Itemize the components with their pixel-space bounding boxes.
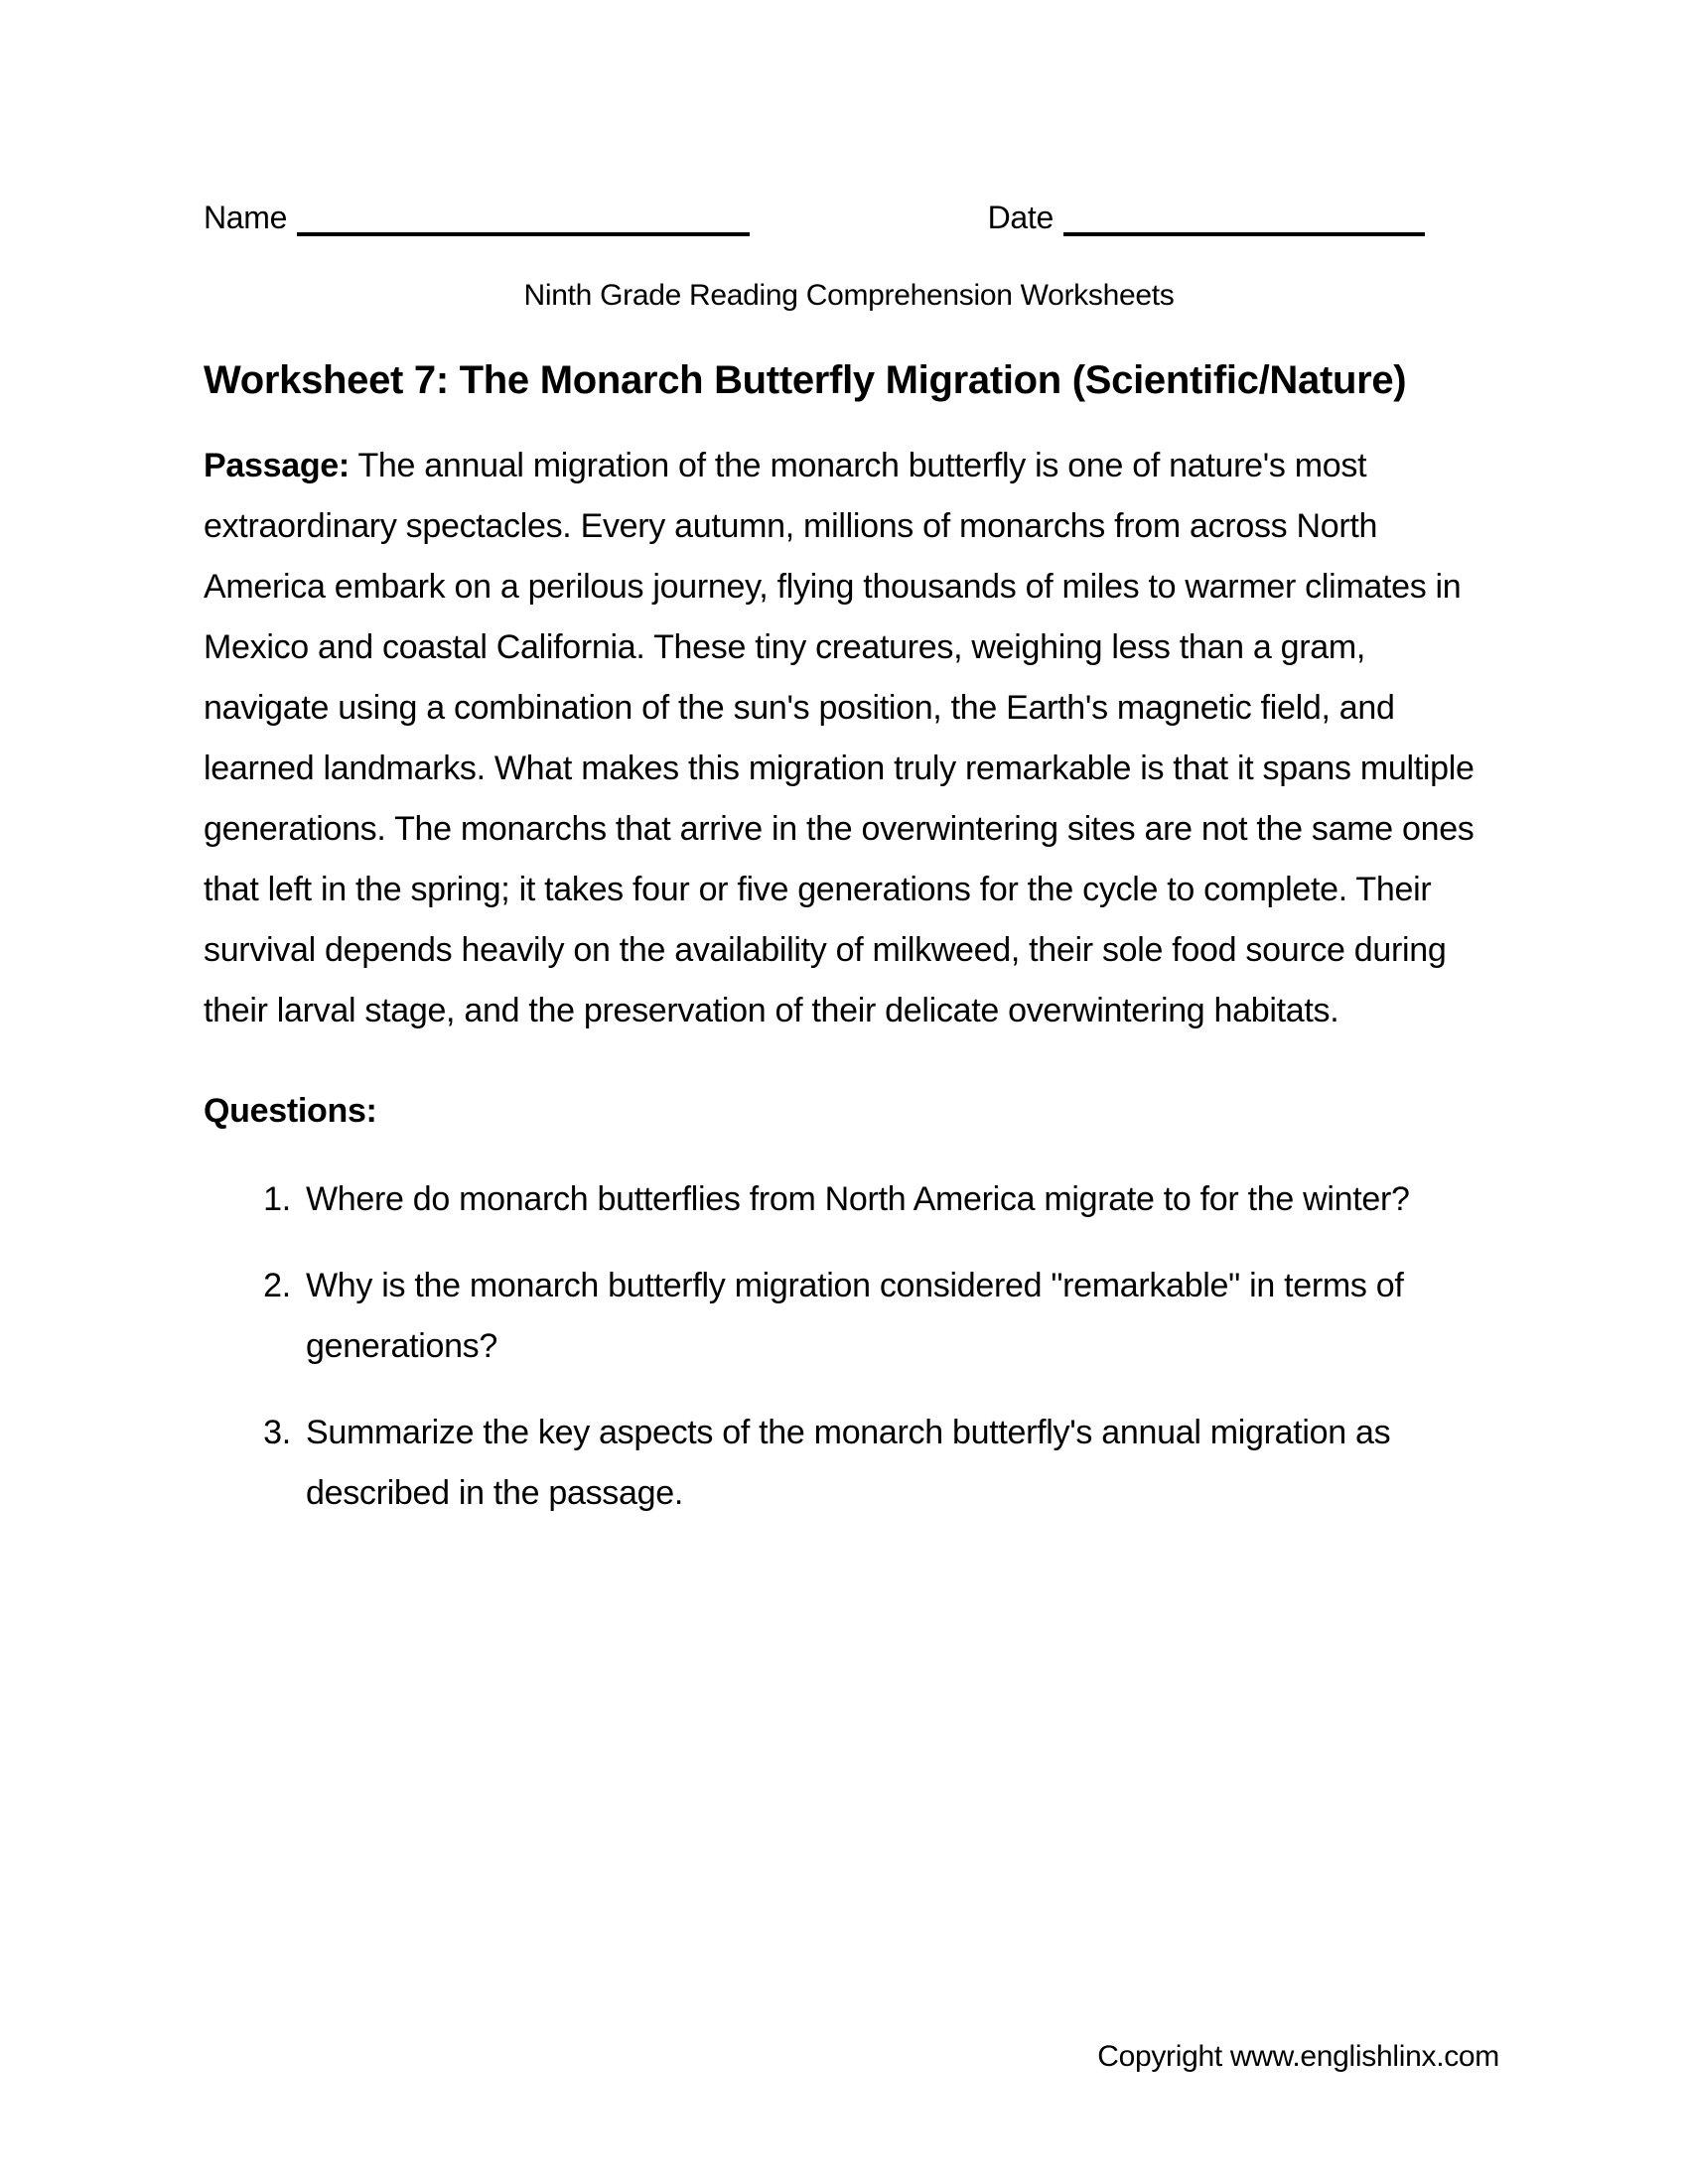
passage-label: Passage: bbox=[204, 447, 350, 484]
passage-text: The annual migration of the monarch butterfly is one of nature's most extraordinary spectacles. Every autumn, millions of monarchs from across North America embark on a perilous journey, flying thousands of miles to warmer climates in Mexico and coastal California. These tiny creatures, weighing less than a gram, navigate using a combination of the sun's position, the Earth's magnetic field, and learned landmarks. What makes this migration truly remarkable is that it spans multiple generations. The monarchs that arrive in the overwintering sites are not the same ones that left in the spring; it takes four or five generations for the cycle to complete. Their survival depends heavily on the availability of milkweed, their sole food source during their larval stage, and the preservation of their delicate overwintering habitats. bbox=[204, 447, 1475, 1029]
question-item-1: 1. Where do monarch butterflies from North America migrate to for the winter? bbox=[300, 1169, 1494, 1230]
name-label: Name bbox=[204, 200, 288, 235]
worksheet-series-subtitle: Ninth Grade Reading Comprehension Worksheets bbox=[523, 279, 1175, 312]
questions-heading: Questions: bbox=[204, 1092, 377, 1130]
question-item-2: 2. Why is the monarch butterfly migration considered "remarkable" in terms of generations? bbox=[300, 1256, 1494, 1377]
worksheet-title: Worksheet 7: The Monarch Butterfly Migration (Scientific/Nature) bbox=[204, 358, 1407, 402]
copyright-notice: Copyright www.englishlinx.com bbox=[1097, 2040, 1499, 2073]
date-fill-line bbox=[1063, 203, 1425, 236]
questions-list bbox=[204, 1169, 1494, 1524]
date-label: Date bbox=[987, 200, 1054, 235]
name-date-row bbox=[204, 195, 1425, 237]
question-item-3: 3. Summarize the key aspects of the monarch butterfly's annual migration as described in the passage. bbox=[300, 1403, 1494, 1524]
passage-paragraph bbox=[204, 436, 1494, 1041]
name-fill-line bbox=[297, 203, 750, 236]
